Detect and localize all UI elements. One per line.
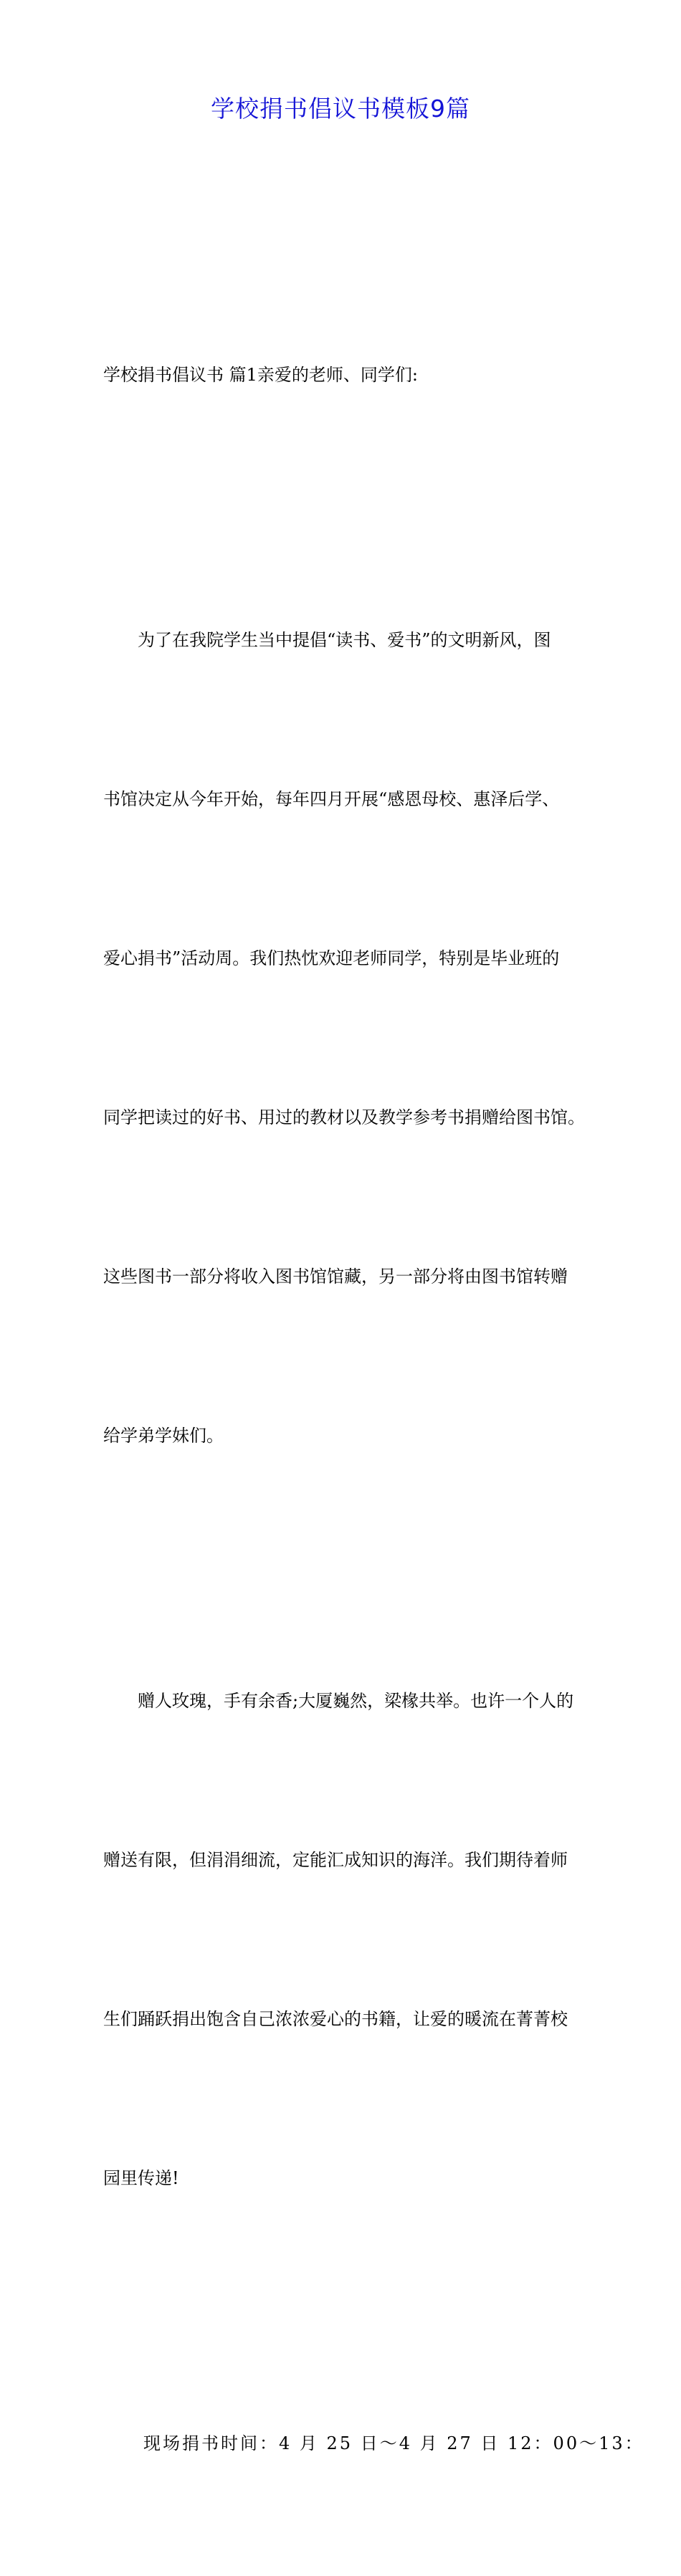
- body-line: 同学把读过的好书、用过的教材以及教学参考书捐赠给图书馆。: [103, 1107, 585, 1127]
- body-line: 书馆决定从今年开始，每年四月开展“感恩母校、惠泽后学、: [103, 789, 560, 809]
- body-line: 这些图书一部分将收入图书馆馆藏，另一部分将由图书馆转赠: [103, 1266, 568, 1287]
- salutation-paragraph: [103, 242, 582, 507]
- body-line: 赠人玫瑰，手有余香;大厦巍然，梁椽共举。也许一个人的: [138, 1691, 574, 1711]
- paragraph-2: [103, 1568, 582, 2311]
- paragraph-1: [103, 507, 585, 1568]
- document-title: 学校捐书倡议书模板9篇: [211, 95, 470, 123]
- body-line: 园里传递!: [103, 2168, 179, 2188]
- body-line: 生们踊跃捐出饱含自己浓浓爱心的书籍，让爱的暖流在菁菁校: [103, 2009, 568, 2029]
- body-line-salutation: 学校捐书倡议书 篇1亲爱的老师、同学们:: [103, 365, 418, 385]
- body-line: 爱心捐书”活动周。我们热忱欢迎老师同学，特别是毕业班的: [103, 948, 560, 968]
- paragraph-3: [103, 2311, 644, 2576]
- document-body: [103, 242, 644, 2576]
- body-line: 赠送有限，但涓涓细流，定能汇成知识的海洋。我们期待着师: [103, 1850, 568, 1870]
- body-line: 给学弟学妹们。: [103, 1426, 224, 1446]
- body-line: 为了在我院学生当中提倡“读书、爱书”的文明新风，图: [138, 630, 551, 650]
- donation-time-line: 现场捐书时间：4 月 25 日～4 月 27 日 12：00～13：: [143, 2433, 644, 2453]
